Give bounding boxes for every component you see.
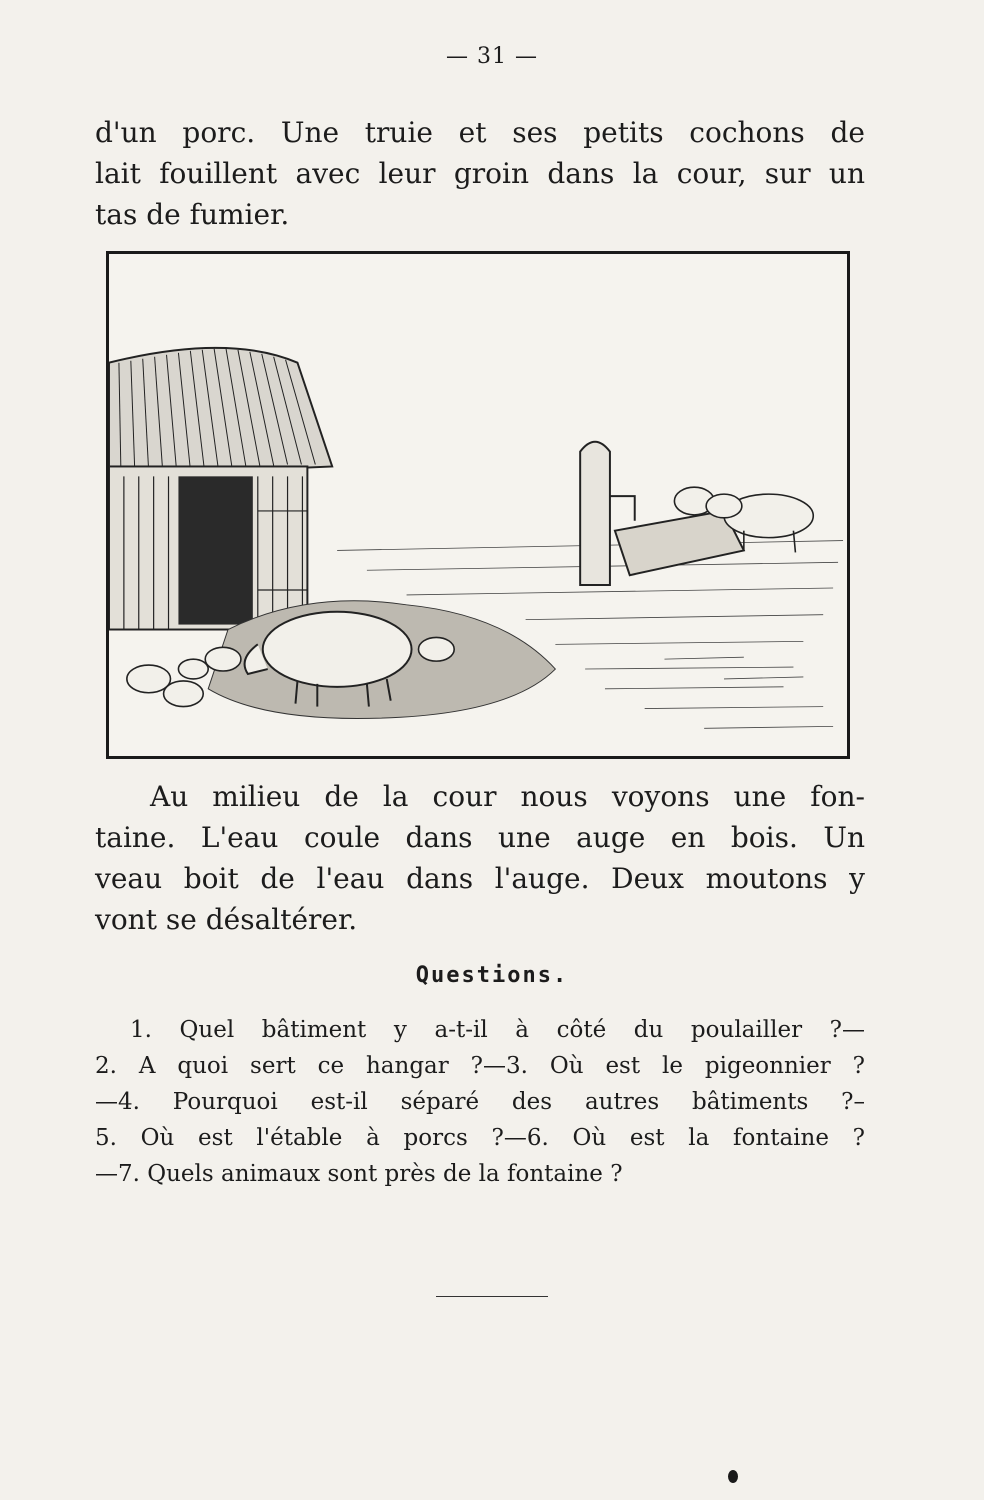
paragraph-line: Au milieu de la cour nous voyons une fon- [150,780,865,813]
fountain-pillar [580,442,610,585]
paragraph-pigs [95,112,865,235]
thatched-barn [109,348,332,630]
paragraph-line: vont se désaltérer. [95,903,358,936]
question-line: 1. Quel bâtiment y a-t-il à côté du poulailler ?— [130,1017,865,1043]
paragraph-line: d'un porc. Une truie et ses petits cochons de [95,116,865,149]
page-number: — 31 — [446,44,538,69]
question-line: 2. A quoi sert ce hangar ?—3. Où est le pigeonnier ? [95,1053,865,1079]
question-line: 5. Où est l'étable à porcs ?—6. Où est la fontaine ? [95,1125,865,1151]
paragraph-line: veau boit de l'eau dans l'auge. Deux moutons y [95,862,865,895]
questions-heading: Questions. [415,963,569,988]
ink-spot [728,1470,738,1483]
questions-list [95,1012,865,1192]
question-line: —4. Pourquoi est-il séparé des autres bâtiments ?– [95,1089,865,1115]
farmyard-engraving [109,254,847,756]
spout [610,496,635,521]
farmyard-illustration [106,251,850,759]
paragraph-line: tas de fumier. [95,198,290,231]
paragraph-line: taine. L'eau coule dans une auge en bois. Un [95,821,865,854]
section-divider [436,1296,548,1297]
paragraph-line: lait fouillent avec leur groin dans la cour, sur un [95,157,865,190]
question-line: —7. Quels animaux sont près de la fontaine ? [95,1161,623,1187]
paragraph-fountain [95,776,865,940]
